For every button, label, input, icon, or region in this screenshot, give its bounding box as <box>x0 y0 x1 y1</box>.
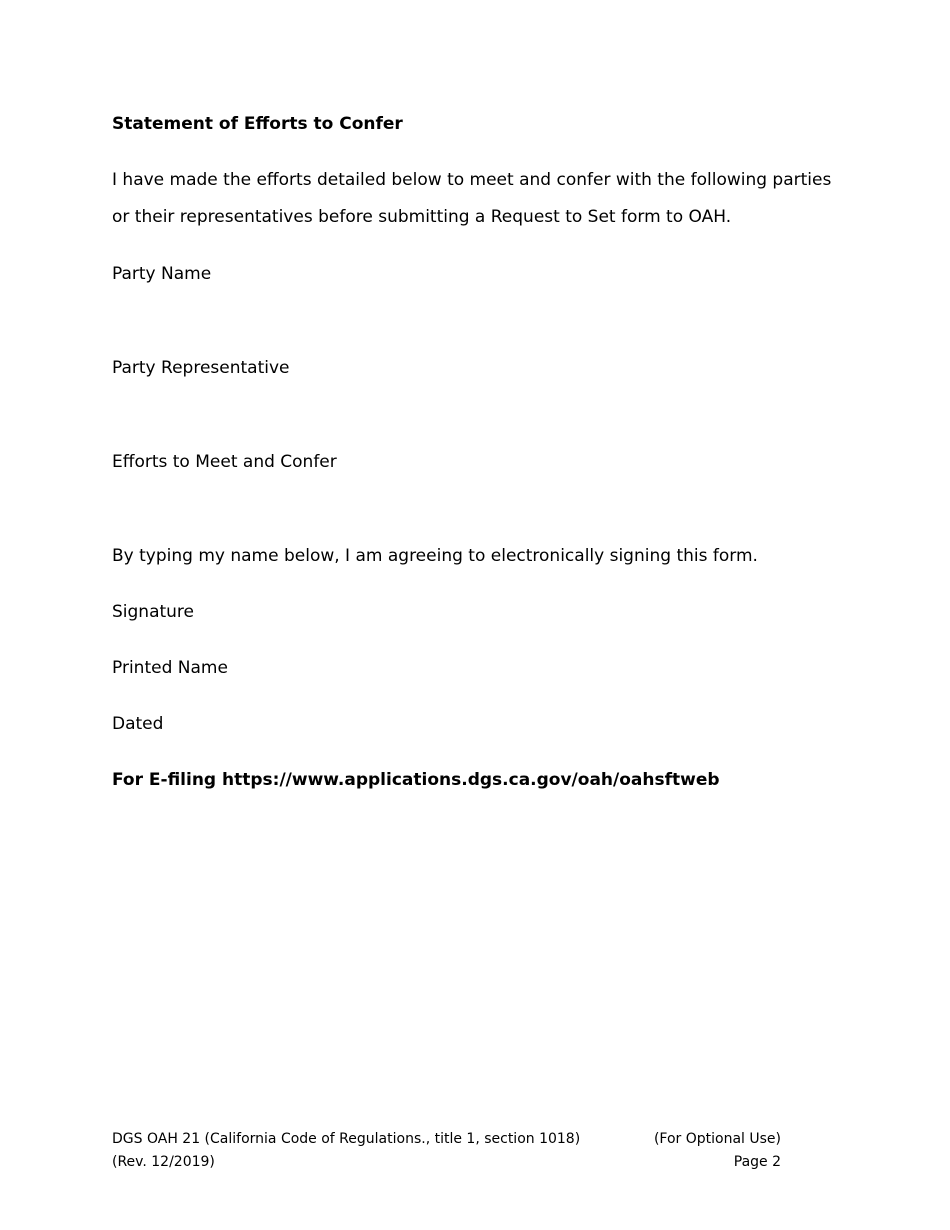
party-name-label: Party Name <box>112 264 212 284</box>
e-signature-consent-text: By typing my name below, I am agreeing to electronically signing this form. <box>112 546 758 566</box>
footer-revision: (Rev. 12/2019) <box>112 1154 215 1170</box>
footer-optional-use: (For Optional Use) <box>653 1131 781 1147</box>
printed-name-label: Printed Name <box>112 658 228 678</box>
efiling-link[interactable]: https://www.applications.dgs.ca.gov/oah/oahsftweb <box>222 770 720 790</box>
form-heading: Statement of Efforts to Confer <box>112 114 403 134</box>
intro-text-line-2: or their representatives before submitting a Request to Set form to OAH. <box>112 207 732 227</box>
efforts-to-confer-label: Efforts to Meet and Confer <box>112 452 337 472</box>
party-representative-label: Party Representative <box>112 358 290 378</box>
footer-page-number: Page 2 <box>733 1154 781 1170</box>
efiling-prefix: For E-filing <box>112 770 217 790</box>
intro-text-line-1: I have made the efforts detailed below to meet and confer with the following parties <box>112 170 832 190</box>
efiling-line <box>112 769 720 791</box>
signature-label: Signature <box>112 602 195 622</box>
footer-form-id: DGS OAH 21 (California Code of Regulations., title 1, section 1018) <box>112 1131 581 1147</box>
dated-label: Dated <box>112 714 164 734</box>
